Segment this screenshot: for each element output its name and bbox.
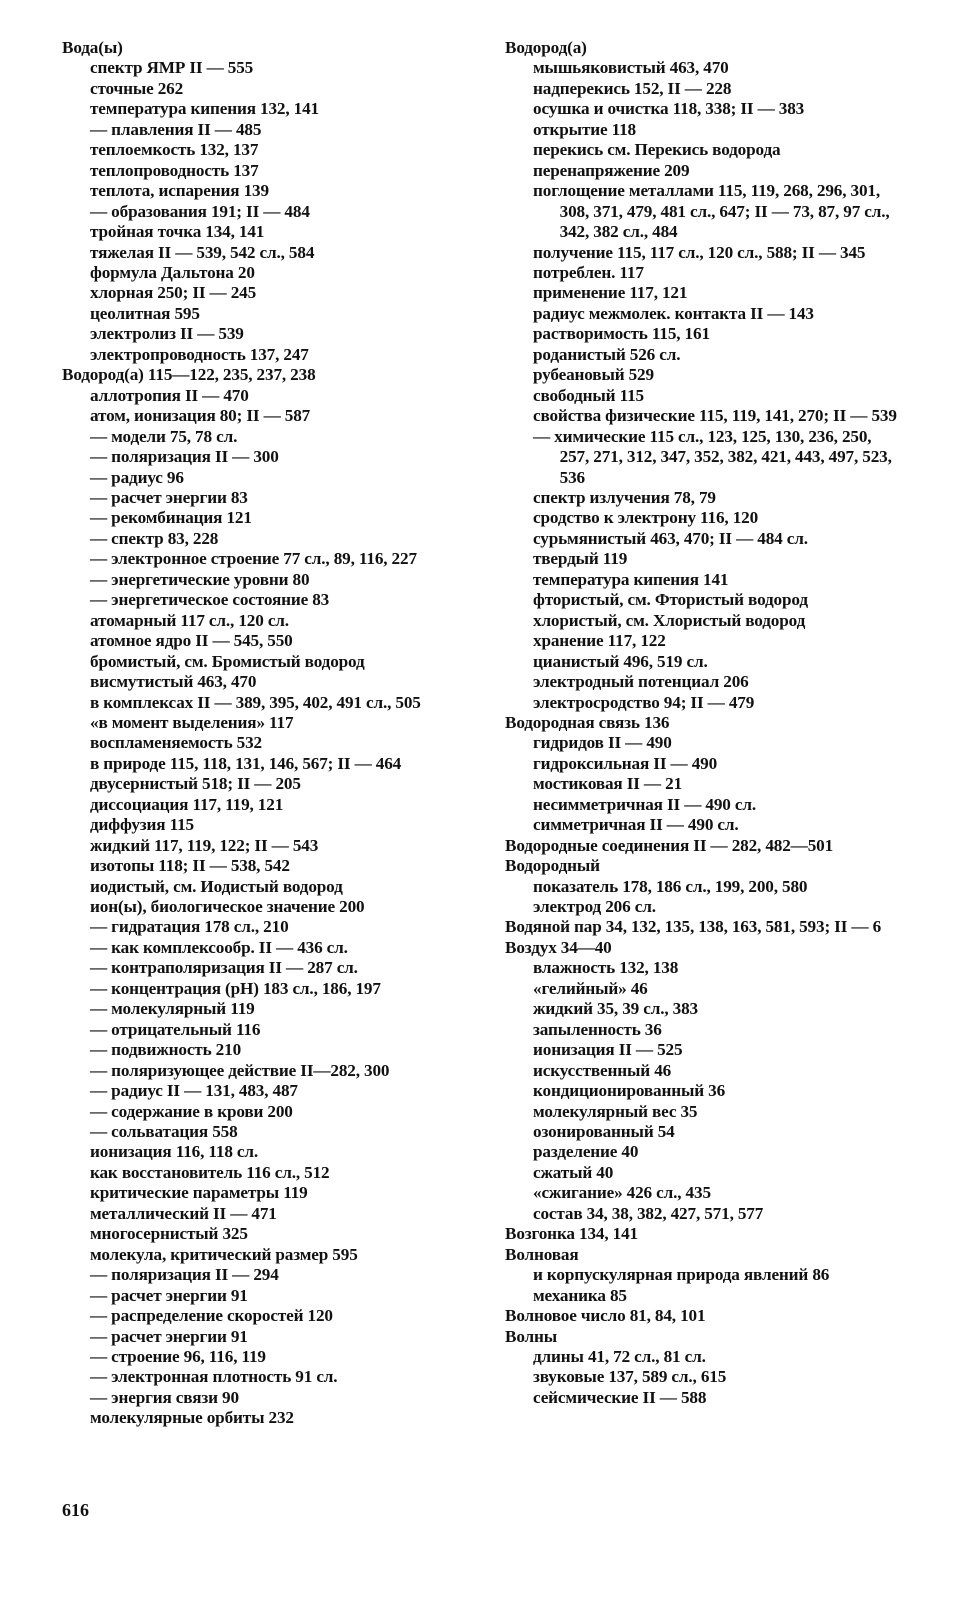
index-subentry: бромистый, см. Бромистый водород <box>90 651 365 671</box>
index-subentry: — сольватация 558 <box>90 1122 238 1142</box>
index-subentry: воспламеняемость 532 <box>90 733 263 753</box>
index-subentry: — энергия связи 90 <box>90 1387 239 1407</box>
index-subentry: открытие 118 <box>533 119 636 139</box>
index-heading: Водород(а) 115—122, 235, 237, 238 <box>62 365 316 385</box>
index-subentry: электролиз II — 539 <box>90 324 244 344</box>
index-subentry: — спектр 83, 228 <box>90 528 219 548</box>
index-subentry: — подвижность 210 <box>90 1040 242 1060</box>
index-subentry: мостиковая II — 21 <box>533 774 683 794</box>
index-subentry: — содержание в крови 200 <box>90 1101 293 1121</box>
index-subentry: цеолитная 595 <box>90 303 200 323</box>
index-subentry: искусственный 46 <box>533 1060 672 1080</box>
index-heading: Водородные соединения II — 282, 482—501 <box>505 835 834 855</box>
index-subentry: — строение 96, 116, 119 <box>90 1347 266 1366</box>
index-subentry: — расчет энергии 83 <box>90 487 248 507</box>
index-subentry: висмутистый 463, 470 <box>90 672 257 692</box>
index-subentry: — поляризация II — 294 <box>90 1265 279 1285</box>
index-subentry: запыленность 36 <box>533 1019 662 1039</box>
index-subentry: атомарный 117 сл., 120 сл. <box>90 610 289 630</box>
index-subentry: поглощение металлами 115, 119, 268, 296, 301, 308, 371, 479, 481 сл., 647; II — 73, 87, 97 сл., 342, 382 сл., 484 <box>533 181 890 242</box>
index-subentry: спектр излучения 78, 79 <box>533 487 716 507</box>
index-subentry: показатель 178, 186 сл., 199, 200, 580 <box>533 876 808 896</box>
index-subentry: диссоциация 117, 119, 121 <box>90 794 284 814</box>
index-subentry: молекула, критический размер 595 <box>90 1244 358 1264</box>
index-subentry: перекись см. Перекись водорода <box>533 140 781 160</box>
index-subentry: тройная точка 134, 141 <box>90 222 265 242</box>
index-subentry: теплота, испарения 139 <box>90 181 269 201</box>
index-subentry: кондиционированный 36 <box>533 1081 726 1101</box>
index-subentry: — поляризующее действие II—282, 300 <box>90 1060 390 1080</box>
index-subentry: звуковые 137, 589 сл., 615 <box>533 1367 727 1387</box>
index-subentry: — радиус 96 <box>90 467 184 487</box>
index-subentry: — отрицательный 116 <box>90 1019 261 1039</box>
index-subentry: свободный 115 <box>533 385 644 405</box>
index-subentry: диффузия 115 <box>90 815 194 835</box>
index-subentry: многосернистый 325 <box>90 1224 248 1244</box>
index-subentry: — расчет энергии 91 <box>90 1326 248 1346</box>
index-subentry: формула Дальтона 20 <box>90 262 255 282</box>
index-subentry: фтористый, см. Фтористый водород <box>533 590 808 610</box>
index-subentry: — радиус II — 131, 483, 487 <box>90 1081 298 1101</box>
index-subentry: «гелийный» 46 <box>533 978 648 998</box>
index-subentry: «сжигание» 426 сл., 435 <box>533 1183 711 1203</box>
index-subentry: жидкий 35, 39 сл., 383 <box>533 999 698 1019</box>
index-subentry: — концентрация (pH) 183 сл., 186, 197 <box>90 978 381 998</box>
index-subentry: теплопроводность 137 <box>90 160 259 180</box>
index-subentry: — электронное строение 77 сл., 89, 116, 227 <box>90 549 417 569</box>
index-subentry: хранение 117, 122 <box>533 631 666 651</box>
index-subentry: получение 115, 117 сл., 120 сл., 588; II — 345 <box>533 242 866 262</box>
index-heading: Воздух 34—40 <box>505 937 612 957</box>
index-subentry: потреблен. 117 <box>533 262 644 282</box>
index-subentry: изотопы 118; II — 538, 542 <box>90 856 290 876</box>
index-subentry: иодистый, см. Иодистый водород <box>90 876 343 896</box>
index-subentry: — модели 75, 78 сл. <box>90 426 238 446</box>
index-subentry: молекулярный вес 35 <box>533 1101 698 1121</box>
index-heading: Волны <box>505 1326 558 1346</box>
index-subentry: в природе 115, 118, 131, 146, 567; II — 464 <box>90 753 402 773</box>
index-subentry: длины 41, 72 сл., 81 сл. <box>533 1347 706 1366</box>
index-subentry: — поляризация II — 300 <box>90 447 279 467</box>
index-subentry: состав 34, 38, 382, 427, 571, 577 <box>533 1203 764 1223</box>
index-subentry: — распределение скоростей 120 <box>90 1306 333 1326</box>
index-subentry: теплоемкость 132, 137 <box>90 140 259 160</box>
index-column-left <box>62 38 482 1429</box>
index-heading: Водяной пар 34, 132, 135, 138, 163, 581, 593; II — 6 <box>505 917 882 937</box>
index-subentry: электросродство 94; II — 479 <box>533 692 755 712</box>
index-subentry: сжатый 40 <box>533 1162 614 1182</box>
index-subentry: — расчет энергии 91 <box>90 1285 248 1305</box>
index-subentry: разделение 40 <box>533 1142 639 1162</box>
index-heading: Водород(а) <box>505 38 587 57</box>
index-subentry: озонированный 54 <box>533 1122 675 1142</box>
index-subentry: — энергетическое состояние 83 <box>90 590 330 610</box>
index-heading: Водородный <box>505 856 600 876</box>
index-heading: Водородная связь 136 <box>505 712 670 732</box>
index-subentry: сточные 262 <box>90 78 184 98</box>
index-subentry: сейсмические II — 588 <box>533 1387 707 1407</box>
index-heading: Возгонка 134, 141 <box>505 1224 638 1244</box>
index-subentry: растворимость 115, 161 <box>533 324 710 344</box>
index-subentry: «в момент выделения» 117 <box>90 712 294 732</box>
page-number: 616 <box>62 1500 89 1520</box>
index-subentry: аллотропия II — 470 <box>90 385 249 405</box>
index-subentry: температура кипения 141 <box>533 569 729 589</box>
index-subentry: — химические 115 сл., 123, 125, 130, 236, 250, 257, 271, 312, 347, 352, 382, 421, 443, 497, 523, 536 <box>533 426 892 487</box>
index-subentry: роданистый 526 сл. <box>533 344 681 364</box>
index-subentry: перенапряжение 209 <box>533 160 690 180</box>
index-subentry: металлический II — 471 <box>90 1203 277 1223</box>
index-subentry: тяжелая II — 539, 542 сл., 584 <box>90 242 315 262</box>
index-subentry: радиус межмолек. контакта II — 143 <box>533 303 814 323</box>
index-subentry: как восстановитель 116 сл., 512 <box>90 1162 330 1182</box>
index-subentry: электропроводность 137, 247 <box>90 344 309 364</box>
index-subentry: — молекулярный 119 <box>90 999 255 1019</box>
index-subentry: цианистый 496, 519 сл. <box>533 651 708 671</box>
index-subentry: жидкий 117, 119, 122; II — 543 <box>90 835 319 855</box>
index-subentry: — электронная плотность 91 сл. <box>90 1367 338 1387</box>
index-subentry: — образования 191; II — 484 <box>90 201 310 221</box>
index-subentry: гидроксильная II — 490 <box>533 753 718 773</box>
index-subentry: — рекомбинация 121 <box>90 508 252 528</box>
index-subentry: надперекись 152, II — 228 <box>533 78 732 98</box>
index-subentry: хлорная 250; II — 245 <box>90 283 257 303</box>
index-subentry: гидридов II — 490 <box>533 733 672 753</box>
index-subentry: механика 85 <box>533 1285 627 1305</box>
index-subentry: ион(ы), биологическое значение 200 <box>90 897 365 917</box>
index-subentry: ионизация 116, 118 сл. <box>90 1142 259 1162</box>
index-subentry: ионизация II — 525 <box>533 1040 683 1060</box>
index-subentry: рубеановый 529 <box>533 365 654 385</box>
index-subentry: симметричная II — 490 сл. <box>533 815 739 835</box>
index-subentry: несимметричная II — 490 сл. <box>533 794 756 814</box>
index-subentry: осушка и очистка 118, 338; II — 383 <box>533 99 805 119</box>
index-column-right <box>505 38 905 1408</box>
index-heading: Волновая <box>505 1244 579 1264</box>
index-subentry: электрод 206 сл. <box>533 897 656 917</box>
index-subentry: сурьмянистый 463, 470; II — 484 сл. <box>533 528 808 548</box>
index-subentry: применение 117, 121 <box>533 283 688 303</box>
index-subentry: — гидратация 178 сл., 210 <box>90 917 289 937</box>
index-subentry: — энергетические уровни 80 <box>90 569 310 589</box>
index-subentry: молекулярные орбиты 232 <box>90 1408 294 1428</box>
index-subentry: твердый 119 <box>533 549 628 569</box>
index-subentry: спектр ЯМР II — 555 <box>90 58 254 78</box>
index-subentry: в комплексах II — 389, 395, 402, 491 сл., 505 <box>90 692 421 712</box>
index-subentry: сродство к электрону 116, 120 <box>533 508 759 528</box>
index-subentry: температура кипения 132, 141 <box>90 99 319 119</box>
index-heading: Вода(ы) <box>62 38 123 57</box>
index-subentry: атомное ядро II — 545, 550 <box>90 631 293 651</box>
index-heading: Волновое число 81, 84, 101 <box>505 1306 706 1326</box>
index-subentry: свойства физические 115, 119, 141, 270; II — 539 <box>533 406 897 426</box>
index-subentry: и корпускулярная природа явлений 86 <box>533 1265 830 1285</box>
index-subentry: критические параметры 119 <box>90 1183 308 1203</box>
index-subentry: — контраполяризация II — 287 сл. <box>90 958 358 978</box>
index-subentry: — плавления II — 485 <box>90 119 262 139</box>
index-subentry: — как комплексообр. II — 436 сл. <box>90 937 348 957</box>
index-subentry: мышьяковистый 463, 470 <box>533 58 729 78</box>
index-subentry: атом, ионизация 80; II — 587 <box>90 406 311 426</box>
index-subentry: хлористый, см. Хлористый водород <box>533 610 806 630</box>
index-subentry: влажность 132, 138 <box>533 958 679 978</box>
index-subentry: двусернистый 518; II — 205 <box>90 774 301 794</box>
index-subentry: электродный потенциал 206 <box>533 672 749 692</box>
